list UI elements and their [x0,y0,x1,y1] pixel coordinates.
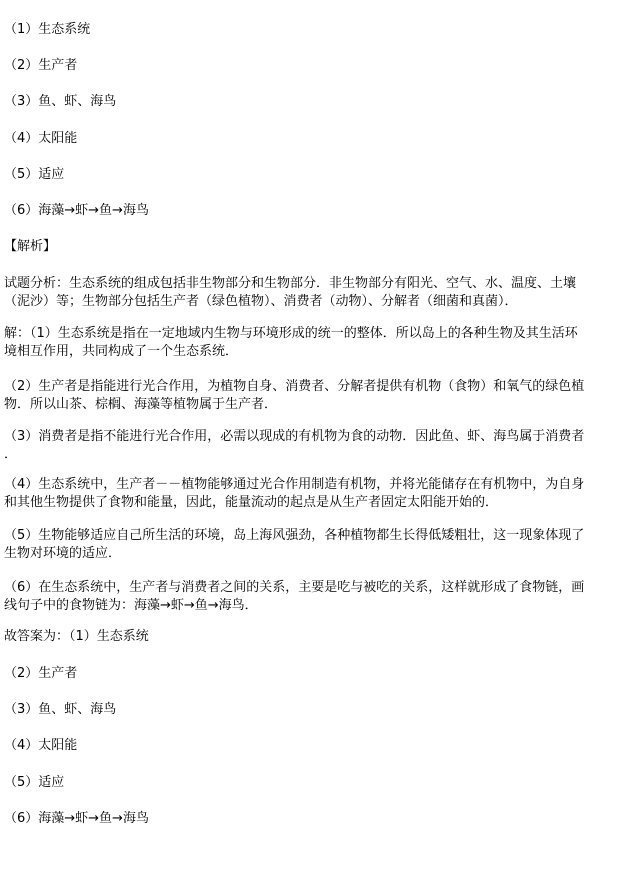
analysis-intro-line: 试题分析：生态系统的组成包括非生物部分和生物部分．非生物部分有阳光、空气、水、温度、土壤 [4,276,577,291]
explanation-1 [4,325,624,361]
explanation-line: 和其他生物提供了食物和能量，因此，能量流动的起点是从生产者固定太阳能开始的． [4,495,499,510]
answer-2: （2）生产者 [4,58,78,73]
answer-3: （3）鱼、虾、海鸟 [4,94,117,109]
final-answer-6: （6）海藻→虾→鱼→海鸟 [4,811,149,826]
explanation-2 [4,378,624,414]
answer-4: （4）太阳能 [4,131,78,146]
explanation-line: （2）生产者是指能进行光合作用，为植物自身、消费者、分解者提供有机物（食物）和氧气的绿色植 [4,379,585,394]
explanation-line: （6）在生态系统中，生产者与消费者之间的关系，主要是吃与被吃的关系，这样就形成了食物链，画 [4,580,585,595]
final-answer-2: （2）生产者 [4,666,78,681]
explanation-line: 生物对环境的适应． [4,546,122,561]
answer-5: （5）适应 [4,167,65,182]
explanation-line: 境相互作用，共同构成了一个生态系统． [4,344,239,359]
analysis-heading: 【解析】 [4,239,57,254]
explanation-line: 解：（1）生态系统是指在一定地域内生物与环境形成的统一的整体．所以岛上的各种生物及其生活环 [4,326,578,341]
analysis-intro [4,275,624,311]
explanation-3 [4,428,624,464]
explanation-line: 物．所以山茶、棕榈、海藻等植物属于生产者． [4,397,278,412]
explanation-line: 线句子中的食物链为：海藻→虾→鱼→海鸟． [4,598,258,613]
explanation-line: ． [4,447,18,462]
final-answer-3: （3）鱼、虾、海鸟 [4,702,117,717]
answer-6: （6）海藻→虾→鱼→海鸟 [4,203,149,218]
explanation-line: （3）消费者是指不能进行光合作用，必需以现成的有机物为食的动物．因此鱼、虾、海鸟属于消费者 [4,429,585,444]
answer-heading: 故答案为：（1）生态系统 [4,629,149,644]
final-answer-4: （4）太阳能 [4,738,78,753]
analysis-intro-line: （泥沙）等；生物部分包括生产者（绿色植物）、消费者（动物）、分解者（细菌和真菌）． [4,294,518,309]
explanation-line: （5）生物能够适应自己所生活的环境，岛上海风强劲，各种植物都生长得低矮粗壮，这一现象体现了 [4,528,585,543]
explanation-5 [4,527,624,563]
explanation-6 [4,579,624,615]
answer-1: （1）生态系统 [4,22,91,37]
explanation-4 [4,476,624,512]
final-answer-5: （5）适应 [4,775,65,790]
explanation-line: （4）生态系统中，生产者－－植物能够通过光合作用制造有机物，并将光能储存在有机物中，为自身 [4,477,585,492]
